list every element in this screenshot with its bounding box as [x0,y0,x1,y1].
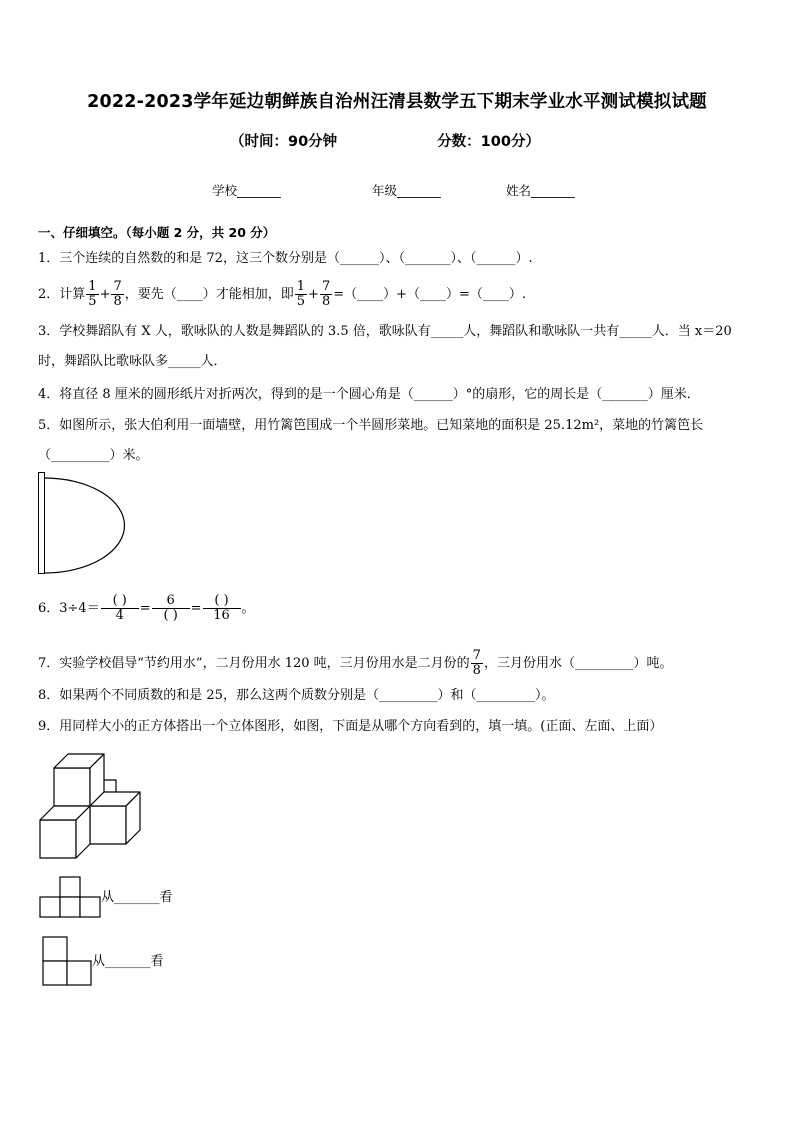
fraction: $\frac{1}{5}$ [88,279,97,309]
fraction: $\frac{( )}{4}$ [101,594,139,623]
question-5-line-2: （_________）米。 [38,448,149,463]
page-title: 2022-2023学年延边朝鲜族自治州汪清县数学五下期末学业水平测试模拟试题 [87,92,707,112]
fraction: $\frac{7}{8}$ [113,279,122,309]
total-score: 分数：100分） [437,134,540,150]
section-heading: 一、仔细填空。（每小题 2 分，共 20 分） [38,225,276,240]
question-2: 2．计算 $\frac{1}{5}$ + $\frac{7}{8}$ ，要先（____）才能相加，即 $\frac{1}{5}$ + $\frac{7}{8}$ =（____）+（____）=（____）. [38,279,527,309]
view-2-answer: 从_______看 [92,954,164,969]
view-diagram-1 [40,876,102,918]
fraction: $\frac{6}{( )}$ [152,594,190,623]
name-field: 姓名_______ [506,183,575,198]
question-9: 9．用同样大小的正方体搭出一个立体图形，如图，下面是从哪个方向看到的，填一填。(正面、左面、上面） [38,719,663,734]
question-4: 4．将直径 8 厘米的圆形纸片对折两次，得到的是一个圆心角是（______）°的扇形，它的周长是（_______）厘米． [38,387,700,402]
question-8: 8．如果两个不同质数的和是 25，那么这两个质数分别是（_________）和（_________）。 [38,688,555,703]
fraction: $\frac{7}{8}$ [472,648,481,678]
semicircle-garden-figure [38,472,128,578]
question-1: 1．三个连续的自然数的和是 72，这三个数分别是（______）、（_______）、（______）. [38,251,533,266]
time-limit: （时间：90分钟 [230,134,338,150]
view-diagram-2 [42,936,92,986]
fraction: $\frac{7}{8}$ [321,279,331,309]
question-3-line-1: 3．学校舞蹈队有 X 人，歌咏队的人数是舞蹈队的 3.5 倍，歌咏队有_____人，舞蹈队和歌咏队一共有_____人．当 x＝20 [38,324,732,339]
school-field: 学校_______ [212,183,281,198]
grade-field: 年级_______ [372,183,441,198]
exam-meta [230,130,540,151]
cube-stack-figure [38,752,148,860]
question-5-line-1: 5．如图所示，张大伯利用一面墙壁，用竹篱笆围成一个半圆形菜地。已知菜地的面积是 25.12m²，菜地的竹篱笆长 [38,418,704,433]
question-3-line-2: 时，舞蹈队比歌咏队多_____人． [38,354,227,369]
fraction: $\frac{( )}{16}$ [203,594,241,623]
fraction: $\frac{1}{5}$ [296,279,306,309]
question-6: 6．3÷4＝ $\frac{( )}{4}$ = $\frac{6}{( )}$ = $\frac{( )}{16}$ 。 [38,593,255,623]
view-1-answer: 从_______看 [101,890,173,905]
question-7: 7．实验学校倡导“节约用水”，二月份用水 120 吨，三月份用水是二月份的 $\frac{7}{8}$ ，三月份用水（_________）吨。 [38,648,673,678]
